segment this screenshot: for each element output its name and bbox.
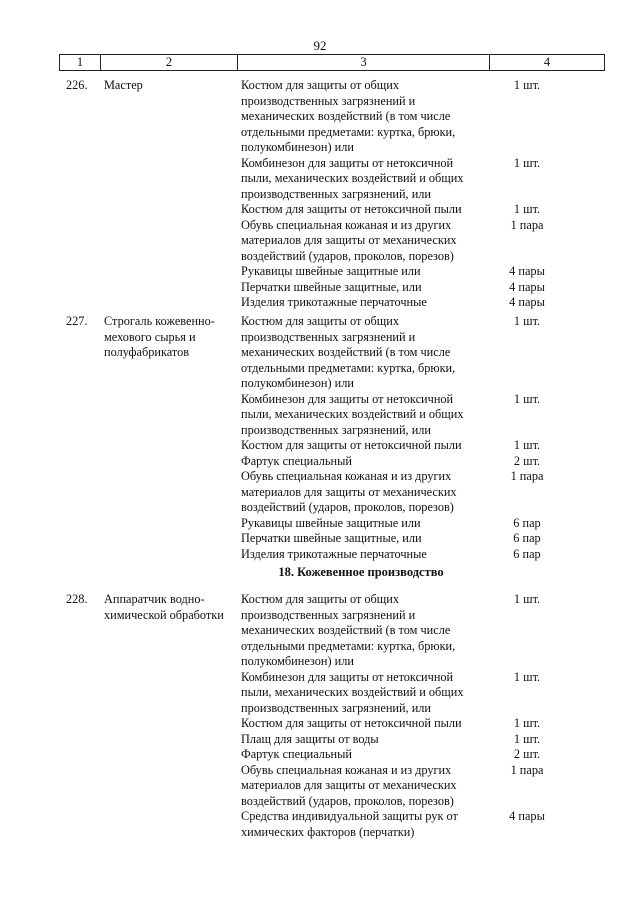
item-quantity: 1 шт. [513, 438, 541, 452]
item-quantity: 1 шт. [513, 669, 541, 684]
item-name-line: производственных загрязнений, или [241, 186, 432, 201]
item-name-line: Костюм для защиты от нетоксичной пыли [241, 438, 462, 452]
item-name-line: пыли, механических воздействий и общих [241, 171, 464, 185]
item-name-line: Изделия трикотажные перчаточные [241, 546, 427, 561]
item-name-line: Комбинезон для защиты от нетоксичной [241, 391, 454, 406]
item-name-line: Комбинезон для защиты от нетоксичной [241, 669, 454, 684]
item-name-line: пыли, механических воздействий и общих [241, 407, 464, 421]
column-header-2: 2 [101, 55, 238, 71]
item-quantity: 1 шт. [513, 155, 541, 170]
item-name [241, 747, 481, 763]
equipment-item [241, 809, 573, 840]
item-name-line: производственных загрязнений и [241, 607, 416, 622]
item-name-line: Перчатки швейные защитные, или [241, 531, 422, 545]
item-name [241, 592, 481, 670]
equipment-item [241, 716, 573, 732]
item-quantity: 4 пары [509, 295, 545, 309]
item-name-line: химических факторов (перчатки) [241, 824, 415, 839]
item-name-line: полукомбинезон) или [241, 376, 354, 390]
column-header-1: 1 [60, 55, 101, 71]
profession-name: Аппаратчик водно-химической обработки [104, 592, 224, 622]
column-header-4: 4 [490, 55, 605, 71]
item-quantity: 1 шт. [513, 731, 541, 746]
equipment-item [241, 78, 573, 156]
item-name [241, 438, 481, 454]
item-quantity: 1 пара [510, 469, 544, 483]
item-quantity: 2 шт. [513, 453, 541, 468]
item-quantity: 1 шт. [513, 314, 541, 328]
item-name-line: воздействий (ударов, проколов, порезов) [241, 248, 454, 263]
item-name-line: Перчатки швейные защитные, или [241, 279, 422, 294]
equipment-item [241, 314, 573, 392]
item-name-line: Фартук специальный [241, 453, 352, 468]
equipment-item [241, 732, 573, 748]
item-quantity: 2 шт. [513, 747, 541, 761]
equipment-item [241, 264, 573, 280]
equipment-list [241, 314, 573, 562]
page-number: 92 [313, 38, 327, 53]
equipment-list [241, 592, 573, 840]
equipment-item [241, 280, 573, 296]
profession-name: Строгаль кожевенно-мехового сырья и полуфабрикатов [104, 314, 215, 359]
item-quantity: 1 пара [510, 762, 544, 777]
item-name-line: Костюм для защиты от нетоксичной пыли [241, 202, 462, 216]
item-name [241, 280, 481, 296]
item-name-line: Комбинезон для защиты от нетоксичной [241, 155, 454, 170]
item-name [241, 314, 481, 392]
item-name-line: Фартук специальный [241, 747, 352, 761]
item-name [241, 670, 481, 717]
item-name [241, 469, 481, 516]
item-quantity: 4 пары [509, 264, 545, 278]
entry-number: 227. [66, 314, 88, 328]
item-name-line: отдельными предметами: куртка, брюки, [241, 124, 456, 139]
item-name [241, 156, 481, 203]
item-name-line: Средства индивидуальной защиты рук от [241, 809, 458, 823]
item-name-line: Рукавицы швейные защитные или [241, 264, 421, 278]
equipment-item [241, 469, 573, 516]
column-header-3: 3 [238, 55, 490, 71]
item-name-line: воздействий (ударов, проколов, порезов) [241, 500, 454, 514]
profession-name: Мастер [104, 78, 143, 92]
entry-number: 228. [66, 592, 88, 606]
item-name [241, 264, 481, 280]
equipment-item [241, 295, 573, 311]
item-quantity: 1 шт. [513, 592, 541, 606]
equipment-item [241, 392, 573, 439]
item-quantity: 6 пар [513, 546, 541, 561]
item-name [241, 763, 481, 810]
item-name-line: пыли, механических воздействий и общих [241, 685, 464, 699]
item-name-line: производственных загрязнений и [241, 329, 416, 344]
equipment-item [241, 531, 573, 547]
equipment-item [241, 156, 573, 203]
equipment-item [241, 547, 573, 563]
item-name-line: механических воздействий (в том числе [241, 623, 451, 637]
column-header-table [59, 54, 605, 71]
item-name [241, 218, 481, 265]
item-quantity: 6 пар [513, 531, 541, 545]
item-name-line: Костюм для защиты от общих [241, 592, 399, 606]
item-quantity: 1 шт. [513, 716, 541, 730]
equipment-item [241, 670, 573, 717]
item-name-line: материалов для защиты от механических [241, 484, 457, 499]
equipment-list [241, 78, 573, 311]
item-name [241, 78, 481, 156]
item-name [241, 809, 481, 840]
item-name [241, 732, 481, 748]
item-quantity: 1 шт. [513, 78, 541, 92]
item-name [241, 547, 481, 563]
equipment-item [241, 516, 573, 532]
item-name-line: Костюм для защиты от общих [241, 78, 399, 92]
item-name [241, 392, 481, 439]
item-quantity: 1 пара [510, 217, 544, 232]
equipment-item [241, 218, 573, 265]
item-name-line: полукомбинезон) или [241, 654, 354, 668]
item-name-line: Костюм для защиты от общих [241, 314, 399, 328]
item-name [241, 295, 481, 311]
item-name-line: Рукавицы швейные защитные или [241, 515, 421, 530]
item-name-line: Изделия трикотажные перчаточные [241, 295, 427, 309]
item-name [241, 716, 481, 732]
item-name-line: материалов для защиты от механических [241, 233, 457, 247]
item-name-line: производственных загрязнений, или [241, 422, 432, 437]
item-quantity: 1 шт. [513, 202, 541, 216]
item-quantity: 1 шт. [513, 391, 541, 406]
equipment-item [241, 454, 573, 470]
equipment-item [241, 747, 573, 763]
item-name-line: производственных загрязнений и [241, 93, 416, 108]
item-name-line: полукомбинезон) или [241, 140, 354, 154]
item-name-line: механических воздействий (в том числе [241, 109, 451, 123]
item-name-line: Обувь специальная кожаная и из других [241, 469, 452, 483]
item-name-line: материалов для защиты от механических [241, 778, 457, 792]
equipment-item [241, 592, 573, 670]
item-name [241, 454, 481, 470]
item-name-line: отдельными предметами: куртка, брюки, [241, 638, 456, 653]
item-name-line: Костюм для защиты от нетоксичной пыли [241, 716, 462, 730]
item-quantity: 4 пары [509, 809, 545, 823]
item-name-line: механических воздействий (в том числе [241, 345, 451, 359]
item-name-line: Обувь специальная кожаная и из других [241, 217, 452, 232]
item-name [241, 202, 481, 218]
equipment-item [241, 438, 573, 454]
section-heading: 18. Кожевенное производство [278, 565, 444, 579]
item-name-line: воздействий (ударов, проколов, порезов) [241, 793, 454, 808]
equipment-item [241, 763, 573, 810]
item-quantity: 6 пар [513, 515, 541, 530]
item-name-line: производственных загрязнений, или [241, 700, 432, 715]
entry-number: 226. [66, 78, 88, 92]
item-name-line: Обувь специальная кожаная и из других [241, 762, 452, 777]
item-name-line: Плащ для защиты от воды [241, 731, 379, 746]
item-name [241, 531, 481, 547]
item-quantity: 4 пары [509, 279, 545, 294]
equipment-item [241, 202, 573, 218]
item-name-line: отдельными предметами: куртка, брюки, [241, 360, 456, 375]
item-name [241, 516, 481, 532]
